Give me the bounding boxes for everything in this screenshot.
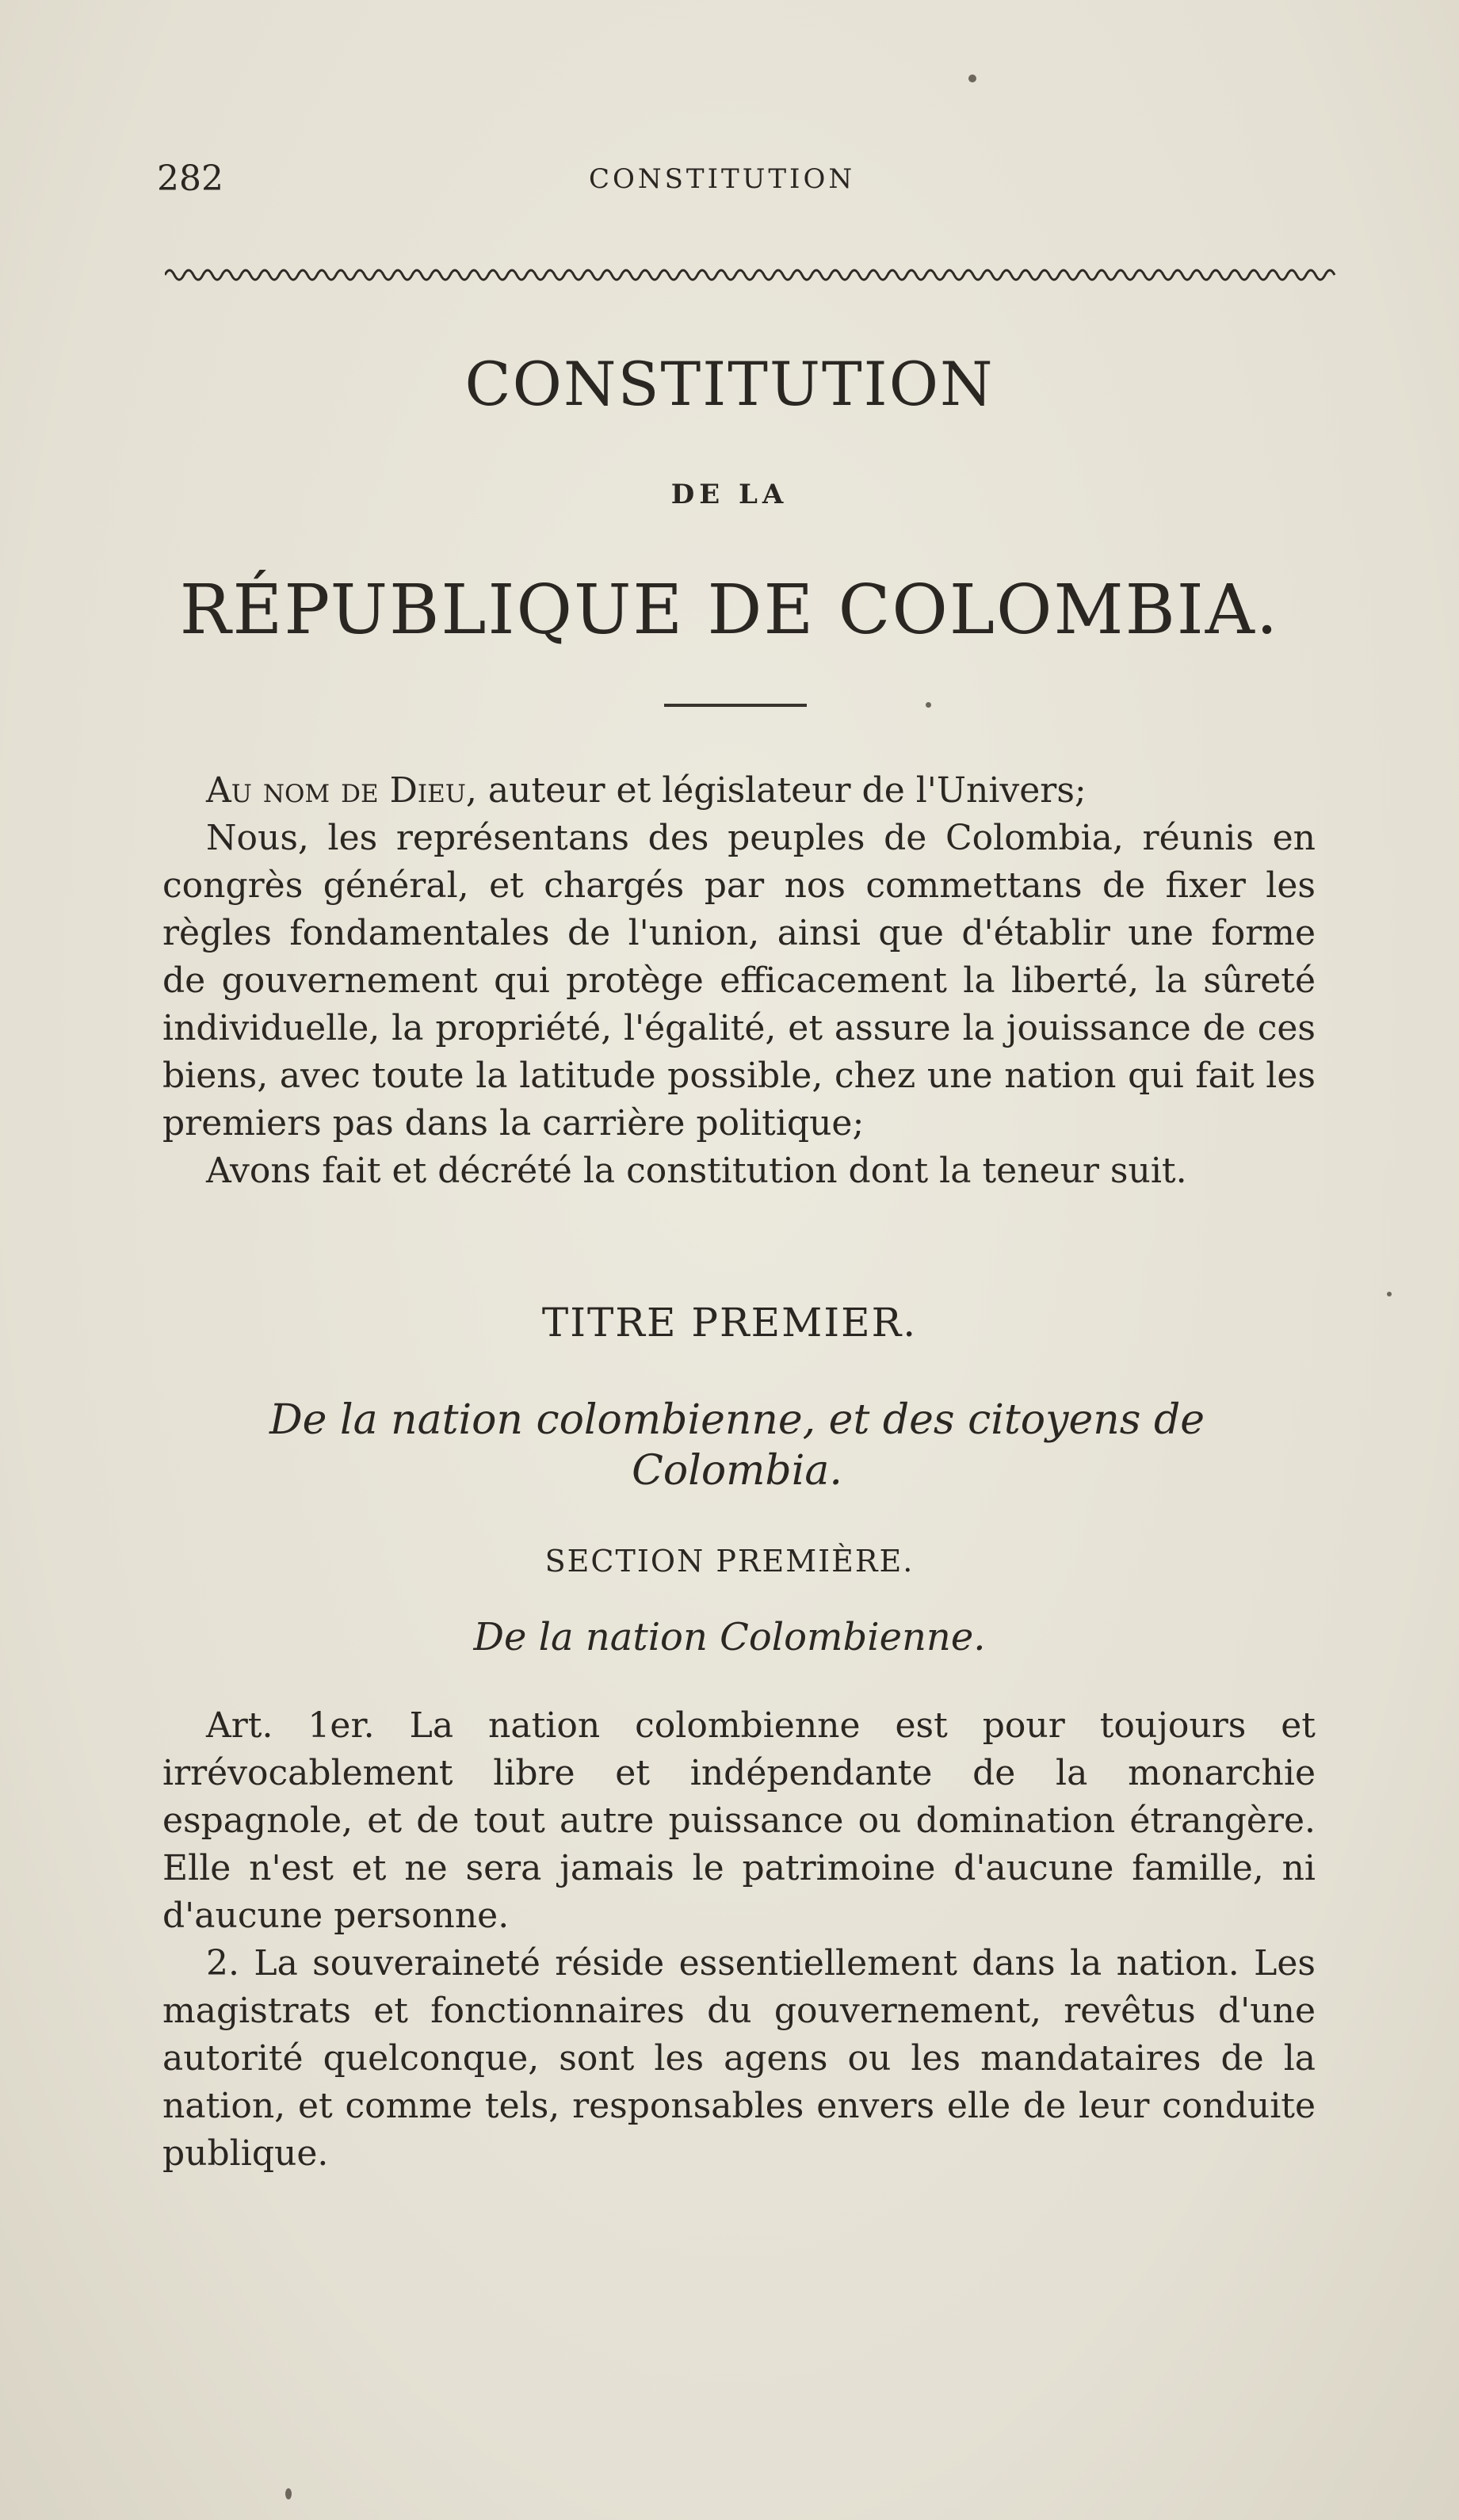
preamble-invocation <box>162 767 1316 815</box>
article-text: La souveraineté réside essentiellement dans la nation. Les magistrats et fonctionnaires du gouvernement, revêtus d'une autorité quelconque, sont les agens ou les mandataires de la nation, et comme tels, responsables envers elle de leur conduite publique. <box>162 1943 1316 2174</box>
article-1 <box>162 1702 1316 1940</box>
paper-speck <box>285 2488 292 2499</box>
article-text: La nation colombienne est pour toujours et irrévocablement libre et indépendante de la monarchie espagnole, et de tout autre puissance ou domination étrangère. Elle n'est et ne sera jamais le patrimoine d'aucune famille, ni d'aucune personne. <box>162 1705 1316 1936</box>
running-title: CONSTITUTION <box>589 163 856 195</box>
title-line-republique: RÉPUBLIQUE DE COLOMBIA. <box>179 571 1280 650</box>
preamble-paragraph: Nous, les représentans des peuples de Colombia, réunis en congrès général, et chargés par nos commettans de fixer les règles fondamentales de l'union, ainsi que d'établir une forme de gouvernement qui protège efficacement la liberté, la sûreté individuelle, la propriété, l'égalité, et assure la jouissance de ces biens, avec toute la latitude possible, chez une nation qui fait les premiers pas dans la carrière politique; <box>162 818 1316 1144</box>
section-premiere-subject: De la nation Colombienne. <box>473 1615 986 1659</box>
title-line-de-la: DE LA <box>670 479 789 510</box>
ornamental-wavy-rule <box>165 263 1338 287</box>
articles <box>162 1702 1316 2178</box>
preamble-decree: Avons fait et décrété la constitution dont la teneur suit. <box>206 1151 1187 1191</box>
paper-speck <box>926 702 931 708</box>
invocation-small-caps: Au nom de Dieu <box>206 770 466 811</box>
running-head <box>157 158 1314 206</box>
article-number: Art. 1er. <box>206 1705 375 1746</box>
title-line-constitution: CONSTITUTION <box>464 349 995 419</box>
invocation-rest: , auteur et législateur de l'Univers; <box>465 770 1087 811</box>
paper-speck <box>968 74 976 82</box>
titre-premier-subject: De la nation colombienne, et des citoyens de Colombia. <box>269 1396 1205 1495</box>
article-2 <box>162 1940 1316 2178</box>
titre-premier-heading: TITRE PREMIER. <box>541 1300 918 1346</box>
page-number: 282 <box>157 158 223 199</box>
section-premiere-heading: SECTION PREMIÈRE. <box>544 1544 915 1579</box>
article-number: 2. <box>206 1943 239 1984</box>
paper-speck <box>1387 1292 1392 1296</box>
preamble <box>162 767 1316 1195</box>
short-divider-rule <box>664 704 807 707</box>
